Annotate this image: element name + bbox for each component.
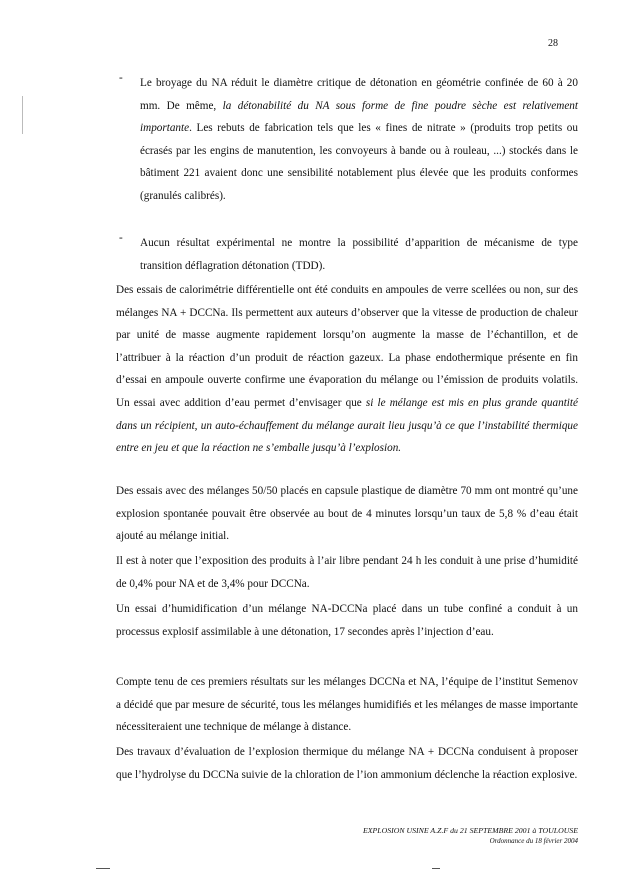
paragraph (116, 279, 578, 460)
bullet-item (140, 72, 578, 208)
scan-artifact (432, 868, 440, 869)
bullet-dash: - (119, 232, 123, 244)
paragraph (116, 550, 578, 595)
scan-margin-mark (22, 96, 23, 134)
bullet-dash: - (119, 72, 123, 84)
paragraph (116, 671, 578, 739)
text-segment: Un essai d’humidification d’un mélange NA-DCCNa placé dans un tube confiné a conduit à un processus explosif assimilable à une détonation, 17 secondes après l’injection d’eau. (116, 603, 578, 638)
bullet-item (140, 232, 578, 277)
text-segment: Il est à noter que l’exposition des produits à l’air libre pendant 24 h les conduit à une prise d’humidité de 0,4% pour NA et de 3,4% pour DCCNa. (116, 555, 578, 590)
paragraph (116, 741, 578, 786)
footer-ordonnance: Ordonnance du 18 février 2004 (489, 837, 578, 845)
text-segment: Des essais de calorimétrie différentielle ont été conduits en ampoules de verre scellées ou non, sur des mélanges NA + DCCNa. Ils permettent aux auteurs d’observer que la vitesse de production de chaleur par unité de masse augmente rapidement lorsqu’on augmente la masse de l’échantillon, et de l’attribuer à la réaction d’un produit de réaction gazeux. La phase endothermique présente en fin d’essai en ampoule ouverte confirme une évaporation du mélange ou l’émission de produits volatils. Un essai avec addition d’eau permet d’envisager que (116, 284, 578, 409)
text-segment: Aucun résultat expérimental ne montre la possibilité d’apparition de mécanisme de type transition déflagration détonation (TDD). (140, 237, 578, 272)
text-segment: Compte tenu de ces premiers résultats sur les mélanges DCCNa et NA, l’équipe de l’institut Semenov a décidé que par mesure de sécurité, tous les mélanges humidifiés et les mélanges de masse importante nécessiteraient une technique de mélange à distance. (116, 676, 578, 734)
text-segment: . Les rebuts de fabrication tels que les « fines de nitrate » (produits trop petits ou écrasés par les engins de manutention, les convoyeurs à bande ou à rouleau, ...) stockés dans le bâtiment 221 avaient donc une sensibilité notablement plus élevée que les produits conformes (granulés calibrés). (140, 122, 578, 202)
paragraph (116, 598, 578, 643)
text-segment: Le broyage du NA réduit le diamètre critique de détonation en géométrie confinée de 60 à 20 mm. De même, (140, 77, 578, 112)
scan-artifact (96, 868, 110, 869)
footer-title: EXPLOSION USINE A.Z.F du 21 SEPTEMBRE 2001 à TOULOUSE (363, 826, 578, 835)
italic-segment: si le mélange est mis en plus grande quantité dans un récipient, un auto-échauffement du mélange aurait lieu jusqu’à ce que l’instabilité thermique entre en jeu et que la réaction ne s’emballe jusqu’à l’explosion. (116, 396, 578, 455)
text-segment: Des travaux d’évaluation de l’explosion thermique du mélange NA + DCCNa conduisent à proposer que l’hydrolyse du DCCNa suivie de la chloration de l’ion ammonium déclenche la réaction explosive. (116, 746, 578, 781)
page-number: 28 (548, 38, 558, 49)
paragraph (116, 480, 578, 548)
italic-segment: la détonabilité du NA sous forme de fine poudre sèche est relativement importante (140, 99, 578, 135)
text-segment: Des essais avec des mélanges 50/50 placés en capsule plastique de diamètre 70 mm ont montré qu’une explosion spontanée pouvait être observée au bout de 4 minutes lorsqu’un taux de 5,8 % d’eau était ajouté au mélange initial. (116, 485, 578, 543)
